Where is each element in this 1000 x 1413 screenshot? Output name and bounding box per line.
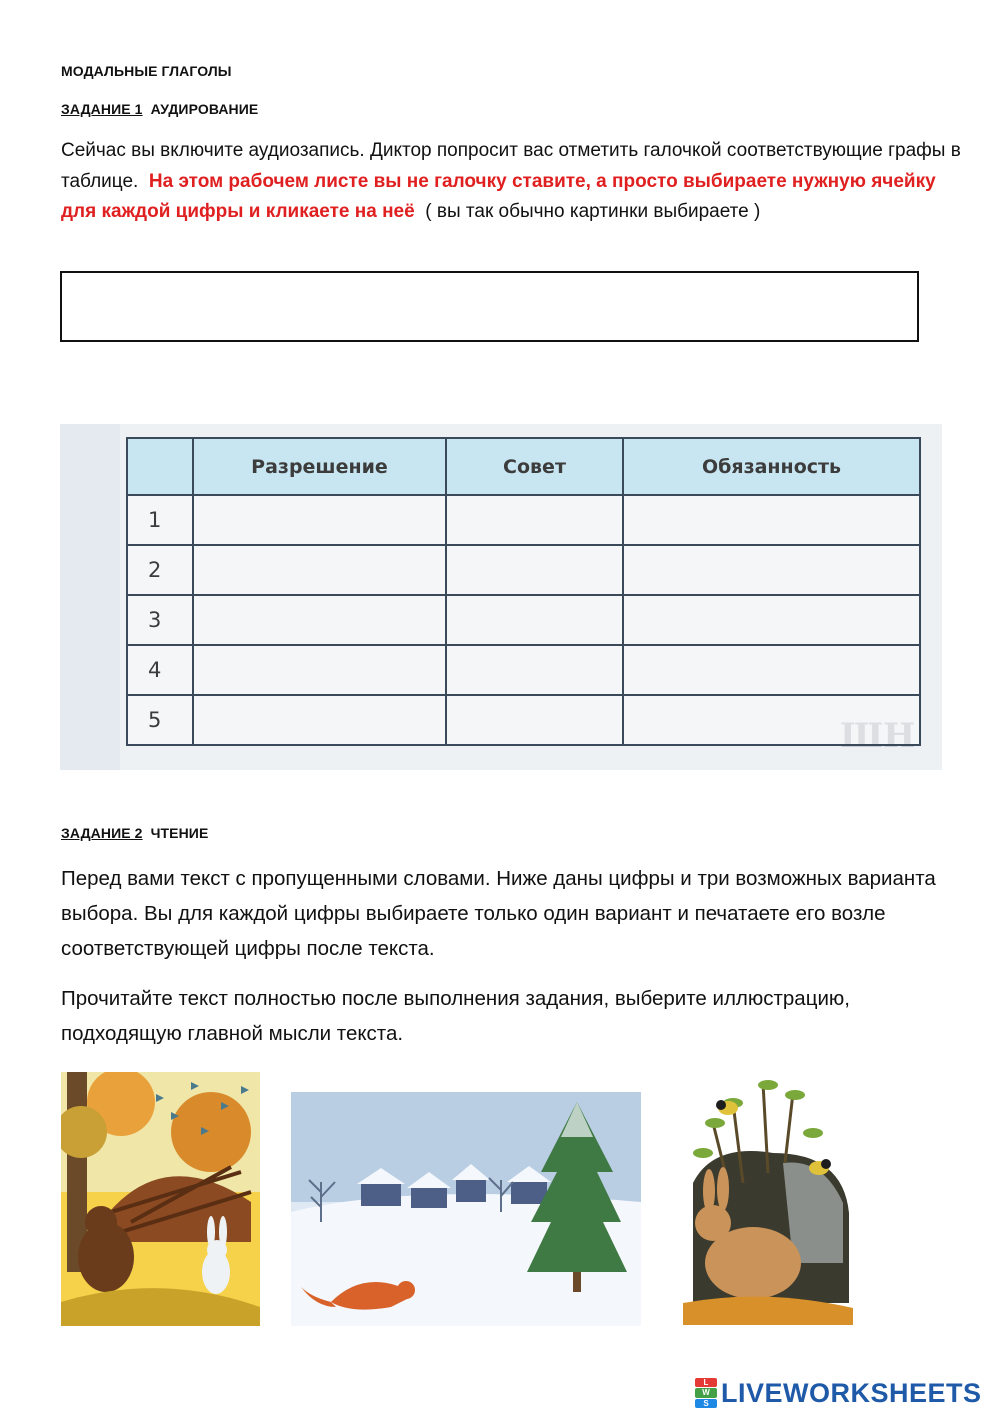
table-header-advice: Совет [446, 438, 623, 495]
cell-obligation[interactable] [623, 645, 920, 695]
scan-ghost-text: ШН [840, 716, 916, 756]
hare-birds-illustration[interactable] [673, 1063, 859, 1325]
cell-obligation[interactable] [623, 695, 920, 745]
cell-advice[interactable] [446, 495, 623, 545]
cell-permission[interactable] [193, 595, 446, 645]
logo-badge-icon: L W S [695, 1378, 717, 1408]
cell-advice[interactable] [446, 645, 623, 695]
task2-instructions: Перед вами текст с пропущенными словами. Ниже даны цифры и три возможных варианта выбора. Вы для каждой цифры выбираете только один вариант и печатаете его возле соответствующей цифры после текста. [61, 867, 936, 960]
task1-heading [61, 101, 258, 117]
autumn-bear-illustration[interactable] [61, 1072, 260, 1326]
table-header-corner [127, 438, 193, 495]
cell-permission[interactable] [193, 645, 446, 695]
cell-advice[interactable] [446, 695, 623, 745]
row-number: 2 [127, 545, 193, 595]
table-row [127, 645, 920, 695]
table-header-permission: Разрешение [193, 438, 446, 495]
row-number: 5 [127, 695, 193, 745]
answer-table-scan [60, 424, 942, 770]
cell-advice[interactable] [446, 545, 623, 595]
audio-player-box[interactable] [60, 271, 919, 342]
table-header-row [127, 438, 920, 495]
task2-topic: ЧТЕНИЕ [150, 825, 209, 841]
logo-text: LIVEWORKSHEETS [721, 1377, 982, 1408]
cell-permission[interactable] [193, 695, 446, 745]
row-number: 1 [127, 495, 193, 545]
task1-instruction-highlight: На этом рабочем листе вы не галочку ставите, а просто выбираете нужную ячейку для каждой цифры и кликаете на неё [61, 170, 936, 222]
row-number: 4 [127, 645, 193, 695]
task1-instruction-part2: ( вы так обычно картинки выбираете ) [425, 201, 761, 222]
task1-topic: АУДИРОВАНИЕ [150, 101, 259, 117]
cell-obligation[interactable] [623, 495, 920, 545]
answer-table [126, 437, 921, 746]
task2-label: ЗАДАНИЕ 2 [61, 825, 143, 841]
cell-obligation[interactable] [623, 545, 920, 595]
cell-advice[interactable] [446, 595, 623, 645]
cell-permission[interactable] [193, 545, 446, 595]
table-row [127, 695, 920, 745]
cell-obligation[interactable] [623, 595, 920, 645]
winter-fox-illustration[interactable] [291, 1092, 641, 1326]
task2-instructions-illustration: Прочитайте текст полностью после выполнения задания, выберите иллюстрацию, подходящую главной мысли текста. [61, 987, 850, 1045]
liveworksheets-logo [695, 1375, 982, 1411]
task1-instruction-part1: Сейчас вы включите аудиозапись. Диктор попросит вас отметить галочкой соответствующие графы в таблице. [61, 140, 961, 192]
task1-instructions [61, 136, 961, 228]
table-row [127, 595, 920, 645]
task1-label: ЗАДАНИЕ 1 [61, 101, 143, 117]
table-row [127, 495, 920, 545]
table-row [127, 545, 920, 595]
scan-edge-strip [60, 424, 120, 770]
task2-heading [61, 825, 208, 841]
cell-permission[interactable] [193, 495, 446, 545]
worksheet-title: МОДАЛЬНЫЕ ГЛАГОЛЫ [61, 63, 232, 79]
table-header-obligation: Обязанность [623, 438, 920, 495]
row-number: 3 [127, 595, 193, 645]
